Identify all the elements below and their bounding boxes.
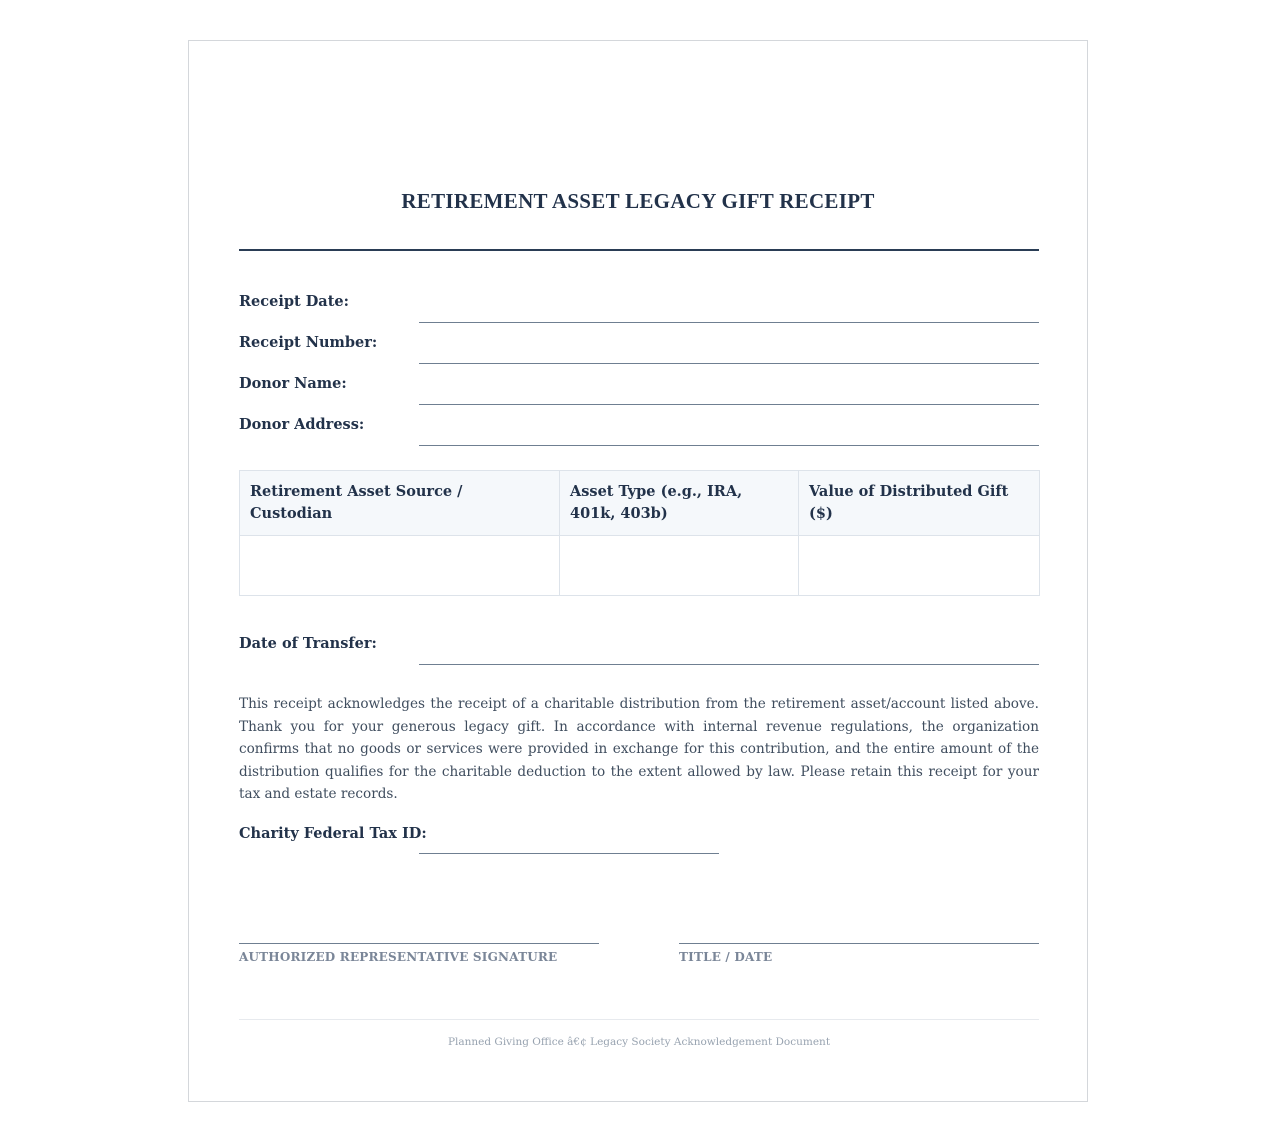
date-of-transfer-input-line[interactable] [419, 664, 1039, 665]
signature-block-right [679, 943, 1039, 964]
footer-divider [239, 1019, 1039, 1020]
gift-value-header: Value of Distributed Gift ($) [799, 471, 1040, 536]
date-of-transfer-label: Date of Transfer: [239, 635, 377, 652]
asset-table-header-row [240, 471, 1040, 536]
charity-tax-id-field [239, 825, 739, 855]
acknowledgement-paragraph: This receipt acknowledges the receipt of a charitable distribution from the retirement asset/account listed above. Thank you for your generous legacy gift. In accordance with internal revenue regulations, the organization confirms that no goods or services were provided in exchange for this contribution, and the entire amount of the distribution qualifies for the charitable deduction to the extent allowed by law. Please retain this receipt for your tax and estate records. [239, 696, 1039, 802]
table-row [240, 536, 1040, 596]
title-date-line[interactable] [679, 943, 1039, 944]
donor-name-field [239, 375, 1039, 405]
signature-line[interactable] [239, 943, 599, 944]
signature-caption: AUTHORIZED REPRESENTATIVE SIGNATURE [239, 950, 558, 964]
charity-tax-id-label: Charity Federal Tax ID: [239, 825, 427, 842]
donor-name-input-line[interactable] [419, 404, 1039, 405]
asset-type-header: Asset Type (e.g., IRA, 401k, 403b) [560, 471, 799, 536]
asset-table [239, 470, 1040, 596]
asset-source-header: Retirement Asset Source / Custodian [240, 471, 560, 536]
receipt-number-field [239, 334, 1039, 364]
asset-source-cell[interactable] [240, 536, 560, 596]
donor-name-label: Donor Name: [239, 375, 347, 392]
footer-text: Planned Giving Office â€¢ Legacy Society Acknowledgement Document [447, 1036, 831, 1048]
title-divider [239, 249, 1039, 251]
asset-type-cell[interactable] [560, 536, 799, 596]
title-date-caption: TITLE / DATE [679, 950, 773, 964]
receipt-document [188, 40, 1088, 1102]
receipt-date-label: Receipt Date: [239, 293, 349, 310]
date-of-transfer-field [239, 635, 1039, 665]
donor-address-field [239, 416, 1039, 446]
receipt-date-field [239, 293, 1039, 323]
charity-tax-id-input-line[interactable] [419, 853, 719, 854]
gift-value-cell[interactable] [799, 536, 1040, 596]
receipt-date-input-line[interactable] [419, 322, 1039, 323]
receipt-number-input-line[interactable] [419, 363, 1039, 364]
donor-address-input-line[interactable] [419, 445, 1039, 446]
document-title: RETIREMENT ASSET LEGACY GIFT RECEIPT [401, 189, 875, 213]
signature-block-left [239, 943, 599, 964]
donor-address-label: Donor Address: [239, 416, 365, 433]
receipt-number-label: Receipt Number: [239, 334, 378, 351]
